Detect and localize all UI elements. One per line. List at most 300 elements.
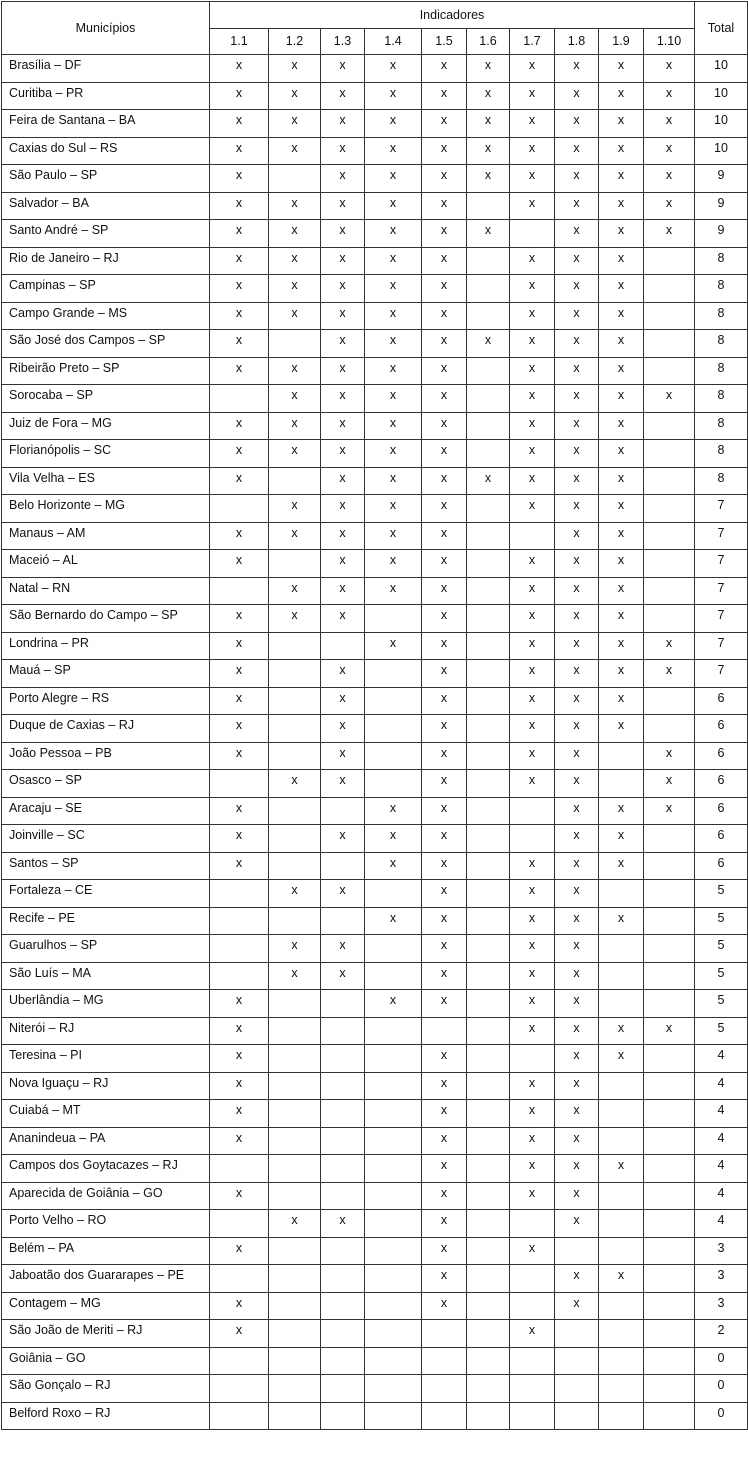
indicator-mark: x bbox=[599, 907, 644, 935]
indicator-mark bbox=[644, 1045, 695, 1073]
indicator-mark: x bbox=[510, 275, 555, 303]
indicator-mark: x bbox=[599, 467, 644, 495]
indicator-mark bbox=[269, 330, 321, 358]
indicator-mark: x bbox=[269, 522, 321, 550]
indicator-mark: x bbox=[422, 385, 467, 413]
indicator-mark: x bbox=[599, 605, 644, 633]
indicator-mark bbox=[599, 1182, 644, 1210]
table-row bbox=[2, 1155, 748, 1183]
indicator-mark bbox=[422, 1017, 467, 1045]
indicator-mark: x bbox=[510, 742, 555, 770]
indicator-mark: x bbox=[365, 412, 422, 440]
indicator-mark bbox=[467, 275, 510, 303]
indicator-mark: x bbox=[644, 55, 695, 83]
indicator-mark: x bbox=[555, 962, 599, 990]
total-header: Total bbox=[695, 2, 748, 55]
indicator-mark bbox=[467, 1182, 510, 1210]
table-row bbox=[2, 880, 748, 908]
indicator-mark: x bbox=[510, 605, 555, 633]
indicator-mark: x bbox=[555, 935, 599, 963]
municipio-name: São Gonçalo – RJ bbox=[2, 1375, 210, 1403]
indicator-mark: x bbox=[210, 302, 269, 330]
indicator-mark: x bbox=[555, 1182, 599, 1210]
municipio-name: São José dos Campos – SP bbox=[2, 330, 210, 358]
indicator-code-header: 1.4 bbox=[365, 28, 422, 55]
table-row bbox=[2, 1402, 748, 1430]
indicator-mark bbox=[644, 1155, 695, 1183]
indicator-mark: x bbox=[321, 495, 365, 523]
indicator-mark: x bbox=[599, 110, 644, 138]
indicator-mark bbox=[365, 1237, 422, 1265]
indicator-mark bbox=[365, 660, 422, 688]
indicator-mark: x bbox=[321, 467, 365, 495]
indicator-mark bbox=[644, 715, 695, 743]
indicator-mark: x bbox=[365, 632, 422, 660]
indicator-mark: x bbox=[422, 110, 467, 138]
municipio-name: Cuiabá – MT bbox=[2, 1100, 210, 1128]
total-value: 6 bbox=[695, 715, 748, 743]
indicator-mark bbox=[269, 550, 321, 578]
indicator-mark: x bbox=[210, 632, 269, 660]
indicator-mark bbox=[321, 1375, 365, 1403]
total-value: 6 bbox=[695, 825, 748, 853]
total-value: 0 bbox=[695, 1347, 748, 1375]
indicator-mark: x bbox=[365, 495, 422, 523]
indicator-mark: x bbox=[321, 330, 365, 358]
indicator-mark bbox=[321, 632, 365, 660]
indicator-mark: x bbox=[599, 302, 644, 330]
indicator-mark: x bbox=[555, 990, 599, 1018]
indicator-mark: x bbox=[422, 1265, 467, 1293]
indicator-mark: x bbox=[321, 192, 365, 220]
indicator-mark bbox=[269, 1320, 321, 1348]
indicator-mark: x bbox=[321, 770, 365, 798]
indicator-mark: x bbox=[321, 412, 365, 440]
table-row bbox=[2, 137, 748, 165]
indicator-mark: x bbox=[555, 330, 599, 358]
indicator-mark: x bbox=[510, 962, 555, 990]
total-value: 3 bbox=[695, 1292, 748, 1320]
indicator-mark bbox=[510, 1292, 555, 1320]
indicator-mark: x bbox=[210, 137, 269, 165]
indicator-mark bbox=[365, 1017, 422, 1045]
indicator-mark bbox=[365, 1347, 422, 1375]
indicator-mark: x bbox=[210, 82, 269, 110]
indicator-mark: x bbox=[555, 220, 599, 248]
indicator-mark: x bbox=[555, 1017, 599, 1045]
indicator-mark bbox=[644, 1347, 695, 1375]
indicator-mark: x bbox=[210, 605, 269, 633]
indicator-mark bbox=[467, 1265, 510, 1293]
indicator-mark: x bbox=[599, 632, 644, 660]
indicator-mark bbox=[467, 1402, 510, 1430]
indicator-mark bbox=[269, 1347, 321, 1375]
indicator-mark: x bbox=[510, 192, 555, 220]
indicator-mark bbox=[644, 825, 695, 853]
indicator-mark bbox=[599, 1127, 644, 1155]
indicator-mark bbox=[467, 1072, 510, 1100]
indicator-mark: x bbox=[321, 275, 365, 303]
indicator-mark bbox=[555, 1320, 599, 1348]
indicator-mark bbox=[644, 1210, 695, 1238]
indicator-mark: x bbox=[422, 1292, 467, 1320]
indicator-mark: x bbox=[321, 605, 365, 633]
indicator-mark: x bbox=[555, 632, 599, 660]
indicator-mark: x bbox=[467, 467, 510, 495]
indicator-mark: x bbox=[510, 1072, 555, 1100]
indicator-mark: x bbox=[599, 660, 644, 688]
indicator-mark: x bbox=[321, 880, 365, 908]
indicator-mark: x bbox=[510, 247, 555, 275]
total-value: 10 bbox=[695, 110, 748, 138]
indicator-mark: x bbox=[422, 1072, 467, 1100]
indicator-mark bbox=[365, 742, 422, 770]
indicator-mark: x bbox=[422, 440, 467, 468]
table-row bbox=[2, 962, 748, 990]
municipio-name: Londrina – PR bbox=[2, 632, 210, 660]
indicator-mark bbox=[467, 522, 510, 550]
indicator-mark: x bbox=[599, 687, 644, 715]
indicator-mark: x bbox=[321, 357, 365, 385]
indicator-mark: x bbox=[422, 990, 467, 1018]
indicator-mark bbox=[644, 1375, 695, 1403]
indicator-mark bbox=[599, 1402, 644, 1430]
indicator-mark bbox=[644, 907, 695, 935]
indicator-code-header: 1.9 bbox=[599, 28, 644, 55]
table-row bbox=[2, 770, 748, 798]
municipio-name: Ribeirão Preto – SP bbox=[2, 357, 210, 385]
indicator-mark: x bbox=[321, 302, 365, 330]
indicator-mark: x bbox=[599, 440, 644, 468]
indicator-mark: x bbox=[321, 660, 365, 688]
indicator-mark bbox=[599, 1100, 644, 1128]
indicator-mark bbox=[210, 1375, 269, 1403]
indicator-mark: x bbox=[210, 412, 269, 440]
indicator-mark: x bbox=[422, 660, 467, 688]
indicator-mark bbox=[510, 797, 555, 825]
indicator-mark: x bbox=[510, 715, 555, 743]
municipio-name: Fortaleza – CE bbox=[2, 880, 210, 908]
table-row bbox=[2, 1182, 748, 1210]
indicator-mark bbox=[644, 1402, 695, 1430]
total-value: 5 bbox=[695, 935, 748, 963]
indicator-mark bbox=[210, 1210, 269, 1238]
indicator-mark: x bbox=[555, 715, 599, 743]
indicator-mark bbox=[422, 1320, 467, 1348]
indicator-mark: x bbox=[599, 1265, 644, 1293]
indicator-mark: x bbox=[269, 605, 321, 633]
indicator-mark: x bbox=[510, 1237, 555, 1265]
table-row bbox=[2, 1127, 748, 1155]
indicator-mark: x bbox=[269, 1210, 321, 1238]
indicator-mark bbox=[510, 1347, 555, 1375]
indicator-mark bbox=[599, 1210, 644, 1238]
total-value: 8 bbox=[695, 330, 748, 358]
municipio-name: Belém – PA bbox=[2, 1237, 210, 1265]
indicator-mark bbox=[644, 1072, 695, 1100]
municipio-name: Guarulhos – SP bbox=[2, 935, 210, 963]
indicator-mark bbox=[467, 687, 510, 715]
indicator-mark bbox=[269, 1072, 321, 1100]
indicator-mark: x bbox=[510, 990, 555, 1018]
indicator-code-header: 1.10 bbox=[644, 28, 695, 55]
indicator-mark: x bbox=[599, 220, 644, 248]
indicator-mark bbox=[510, 825, 555, 853]
indicator-mark: x bbox=[599, 825, 644, 853]
indicator-mark: x bbox=[365, 357, 422, 385]
indicator-mark: x bbox=[510, 770, 555, 798]
municipio-name: Santos – SP bbox=[2, 852, 210, 880]
indicator-mark: x bbox=[422, 742, 467, 770]
indicator-mark: x bbox=[422, 495, 467, 523]
table-row bbox=[2, 715, 748, 743]
indicator-mark bbox=[510, 220, 555, 248]
table-row bbox=[2, 1045, 748, 1073]
indicator-mark: x bbox=[555, 1265, 599, 1293]
indicator-mark: x bbox=[422, 247, 467, 275]
indicator-mark: x bbox=[321, 522, 365, 550]
indicator-mark bbox=[510, 1375, 555, 1403]
table-row bbox=[2, 522, 748, 550]
indicator-mark bbox=[269, 1100, 321, 1128]
indicator-mark: x bbox=[555, 852, 599, 880]
indicator-mark: x bbox=[644, 137, 695, 165]
table-row bbox=[2, 1210, 748, 1238]
municipio-name: Teresina – PI bbox=[2, 1045, 210, 1073]
indicator-mark: x bbox=[644, 742, 695, 770]
indicator-mark bbox=[644, 412, 695, 440]
indicator-mark: x bbox=[599, 165, 644, 193]
total-value: 4 bbox=[695, 1072, 748, 1100]
municipio-name: Vila Velha – ES bbox=[2, 467, 210, 495]
indicator-mark: x bbox=[599, 412, 644, 440]
municipio-name: Caxias do Sul – RS bbox=[2, 137, 210, 165]
indicator-mark: x bbox=[269, 440, 321, 468]
indicator-mark bbox=[269, 1045, 321, 1073]
indicator-mark: x bbox=[210, 797, 269, 825]
indicator-mark: x bbox=[365, 990, 422, 1018]
indicator-mark bbox=[644, 605, 695, 633]
indicator-mark bbox=[365, 1127, 422, 1155]
indicator-mark: x bbox=[599, 247, 644, 275]
total-value: 2 bbox=[695, 1320, 748, 1348]
indicator-mark bbox=[467, 495, 510, 523]
indicator-mark: x bbox=[510, 302, 555, 330]
indicator-mark bbox=[210, 962, 269, 990]
indicator-mark: x bbox=[210, 715, 269, 743]
indicator-mark: x bbox=[422, 825, 467, 853]
indicator-mark: x bbox=[599, 1045, 644, 1073]
indicator-mark: x bbox=[510, 935, 555, 963]
indicator-mark: x bbox=[365, 165, 422, 193]
indicator-mark: x bbox=[321, 687, 365, 715]
indicator-mark: x bbox=[422, 770, 467, 798]
indicator-mark: x bbox=[422, 907, 467, 935]
municipio-name: Mauá – SP bbox=[2, 660, 210, 688]
indicator-code-header: 1.6 bbox=[467, 28, 510, 55]
indicator-mark: x bbox=[422, 1237, 467, 1265]
indicator-mark bbox=[365, 1292, 422, 1320]
table-row bbox=[2, 165, 748, 193]
total-value: 4 bbox=[695, 1155, 748, 1183]
indicator-mark: x bbox=[321, 1210, 365, 1238]
indicator-mark bbox=[599, 742, 644, 770]
indicator-mark bbox=[467, 770, 510, 798]
indicator-mark bbox=[321, 1100, 365, 1128]
indicator-mark: x bbox=[365, 220, 422, 248]
table-row bbox=[2, 247, 748, 275]
indicator-mark bbox=[365, 1155, 422, 1183]
indicator-mark: x bbox=[422, 412, 467, 440]
indicator-mark bbox=[510, 1210, 555, 1238]
indicator-mark bbox=[269, 165, 321, 193]
indicator-mark: x bbox=[555, 1292, 599, 1320]
indicator-mark: x bbox=[510, 1017, 555, 1045]
indicator-mark bbox=[365, 1100, 422, 1128]
indicator-mark: x bbox=[555, 550, 599, 578]
total-value: 7 bbox=[695, 495, 748, 523]
indicator-mark bbox=[467, 247, 510, 275]
indicator-mark bbox=[467, 1100, 510, 1128]
indicator-mark: x bbox=[210, 1182, 269, 1210]
indicator-mark: x bbox=[599, 495, 644, 523]
indicator-mark: x bbox=[210, 1237, 269, 1265]
municipio-name: Niterói – RJ bbox=[2, 1017, 210, 1045]
table-row bbox=[2, 1017, 748, 1045]
total-value: 4 bbox=[695, 1182, 748, 1210]
table-row bbox=[2, 852, 748, 880]
indicator-mark: x bbox=[644, 110, 695, 138]
municipio-name: São Paulo – SP bbox=[2, 165, 210, 193]
indicator-mark: x bbox=[269, 137, 321, 165]
indicator-mark bbox=[467, 577, 510, 605]
indicator-mark bbox=[321, 1237, 365, 1265]
indicator-mark bbox=[467, 990, 510, 1018]
indicator-mark bbox=[467, 550, 510, 578]
indicator-mark bbox=[510, 1045, 555, 1073]
indicator-mark: x bbox=[644, 632, 695, 660]
indicator-mark bbox=[365, 687, 422, 715]
indicator-mark: x bbox=[510, 330, 555, 358]
indicator-mark: x bbox=[365, 440, 422, 468]
table-row bbox=[2, 1375, 748, 1403]
indicator-mark: x bbox=[599, 1155, 644, 1183]
municipio-name: Curitiba – PR bbox=[2, 82, 210, 110]
indicator-mark bbox=[555, 1237, 599, 1265]
indicator-mark: x bbox=[210, 550, 269, 578]
indicator-mark: x bbox=[422, 275, 467, 303]
indicator-mark: x bbox=[467, 82, 510, 110]
indicator-mark bbox=[365, 1402, 422, 1430]
indicator-mark bbox=[467, 302, 510, 330]
indicator-mark: x bbox=[555, 110, 599, 138]
indicator-mark bbox=[365, 715, 422, 743]
total-value: 7 bbox=[695, 660, 748, 688]
indicator-mark: x bbox=[599, 715, 644, 743]
indicator-mark bbox=[269, 467, 321, 495]
indicator-mark: x bbox=[555, 1127, 599, 1155]
indicator-mark bbox=[269, 660, 321, 688]
municipio-name: Florianópolis – SC bbox=[2, 440, 210, 468]
indicator-mark: x bbox=[365, 82, 422, 110]
indicator-mark bbox=[644, 330, 695, 358]
total-value: 6 bbox=[695, 742, 748, 770]
municipio-name: Porto Velho – RO bbox=[2, 1210, 210, 1238]
table-row bbox=[2, 330, 748, 358]
indicator-mark bbox=[510, 522, 555, 550]
municipio-name: Duque de Caxias – RJ bbox=[2, 715, 210, 743]
indicator-mark bbox=[321, 1045, 365, 1073]
indicator-mark bbox=[269, 797, 321, 825]
indicator-mark bbox=[644, 852, 695, 880]
indicator-mark: x bbox=[365, 550, 422, 578]
indicator-mark bbox=[644, 302, 695, 330]
indicator-mark bbox=[644, 550, 695, 578]
indicator-mark: x bbox=[422, 962, 467, 990]
indicator-mark bbox=[321, 990, 365, 1018]
indicator-mark bbox=[210, 907, 269, 935]
total-value: 10 bbox=[695, 137, 748, 165]
indicator-mark bbox=[269, 1265, 321, 1293]
indicator-mark bbox=[467, 907, 510, 935]
indicator-mark: x bbox=[467, 220, 510, 248]
indicator-mark: x bbox=[422, 330, 467, 358]
total-value: 8 bbox=[695, 385, 748, 413]
indicator-mark: x bbox=[555, 1155, 599, 1183]
table-row bbox=[2, 605, 748, 633]
table-row bbox=[2, 220, 748, 248]
indicator-mark: x bbox=[555, 742, 599, 770]
indicator-mark: x bbox=[599, 852, 644, 880]
indicator-mark: x bbox=[210, 1072, 269, 1100]
indicator-mark bbox=[269, 1292, 321, 1320]
indicator-mark bbox=[599, 770, 644, 798]
indicator-mark: x bbox=[321, 55, 365, 83]
indicator-mark bbox=[599, 962, 644, 990]
municipio-name: Belford Roxo – RJ bbox=[2, 1402, 210, 1430]
total-value: 7 bbox=[695, 522, 748, 550]
indicator-mark: x bbox=[210, 825, 269, 853]
indicator-mark: x bbox=[210, 852, 269, 880]
indicator-mark bbox=[321, 1127, 365, 1155]
indicator-mark: x bbox=[510, 687, 555, 715]
indicator-mark bbox=[510, 1402, 555, 1430]
total-value: 3 bbox=[695, 1237, 748, 1265]
indicator-mark: x bbox=[269, 577, 321, 605]
table-row bbox=[2, 302, 748, 330]
total-value: 7 bbox=[695, 550, 748, 578]
indicator-mark: x bbox=[321, 550, 365, 578]
indicator-mark: x bbox=[210, 192, 269, 220]
indicator-mark: x bbox=[210, 275, 269, 303]
indicator-mark: x bbox=[467, 330, 510, 358]
total-value: 6 bbox=[695, 852, 748, 880]
indicator-mark: x bbox=[321, 577, 365, 605]
municipio-name: Recife – PE bbox=[2, 907, 210, 935]
indicator-mark bbox=[210, 1155, 269, 1183]
indicator-mark bbox=[467, 1375, 510, 1403]
indicator-mark: x bbox=[269, 412, 321, 440]
indicator-mark: x bbox=[510, 440, 555, 468]
indicator-mark bbox=[467, 715, 510, 743]
indicator-mark: x bbox=[599, 137, 644, 165]
table-row bbox=[2, 990, 748, 1018]
indicator-mark bbox=[467, 632, 510, 660]
total-value: 7 bbox=[695, 605, 748, 633]
indicator-mark: x bbox=[422, 687, 467, 715]
indicadores-header: Indicadores bbox=[210, 2, 695, 29]
municipios-header: Municípios bbox=[2, 2, 210, 55]
